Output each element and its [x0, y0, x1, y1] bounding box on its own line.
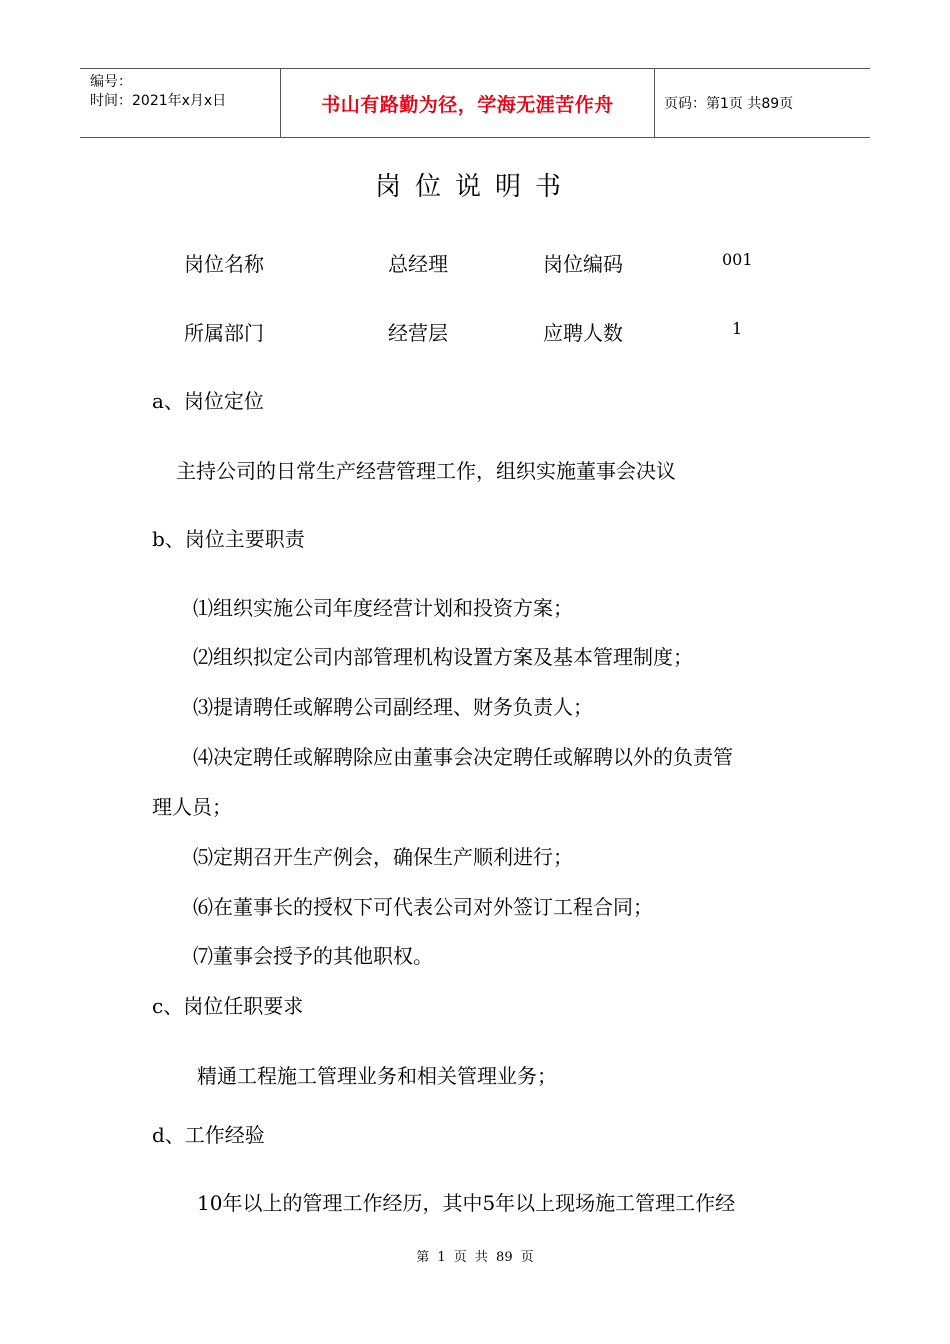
document-title: 岗位说明书: [374, 172, 575, 202]
duty-item-continued: 理人员；: [152, 795, 232, 819]
section-c-heading: c、岗位任职要求: [152, 994, 304, 1018]
section-a-heading: a、岗位定位: [152, 389, 264, 413]
duty-item: ⑵组织拟定公司内部管理机构设置方案及基本管理制度；: [193, 645, 693, 669]
serial-label: 编号：: [90, 74, 132, 90]
header-page-info: 页码：第1页 共89页: [664, 96, 794, 112]
header-meta: [90, 73, 226, 111]
time-label: 时间：2021年x月x日: [90, 93, 227, 109]
count-value: 1: [732, 319, 743, 338]
count-label: 应聘人数: [543, 321, 623, 345]
section-c-text: 精通工程施工管理业务和相关管理业务；: [197, 1064, 557, 1088]
duty-item: ⑹在董事长的授权下可代表公司对外签订工程合同；: [193, 895, 653, 919]
dept-label: 所属部门: [184, 321, 264, 345]
section-b-heading: b、岗位主要职责: [152, 527, 305, 551]
job-code-label: 岗位编码: [543, 252, 623, 276]
duty-item: ⑸定期召开生产例会，确保生产顺利进行；: [193, 845, 573, 869]
page-footer: 第 1 页 共 89 页: [416, 1250, 534, 1265]
duty-item: ⑶提请聘任或解聘公司副经理、财务负责人；: [193, 695, 593, 719]
job-code-value: 001: [722, 250, 753, 269]
duty-item: ⑺董事会授予的其他职权。: [193, 944, 433, 968]
dept-value: 经营层: [388, 321, 448, 345]
section-d-heading: d、工作经验: [152, 1123, 265, 1147]
section-a-text: 主持公司的日常生产经营管理工作，组织实施董事会决议: [176, 459, 676, 483]
motto-text: 书山有路勤为径，学海无涯苦作舟: [321, 93, 614, 116]
job-name-value: 总经理: [388, 252, 448, 276]
job-name-label: 岗位名称: [184, 252, 264, 276]
page-header: [80, 68, 870, 138]
duty-item: ⑷决定聘任或解聘除应由董事会决定聘任或解聘以外的负责管: [193, 745, 733, 769]
header-motto-cell: [280, 69, 655, 137]
duty-item: ⑴组织实施公司年度经营计划和投资方案；: [193, 596, 573, 620]
section-d-text: 10年以上的管理工作经历，其中5年以上现场施工管理工作经: [197, 1191, 736, 1215]
